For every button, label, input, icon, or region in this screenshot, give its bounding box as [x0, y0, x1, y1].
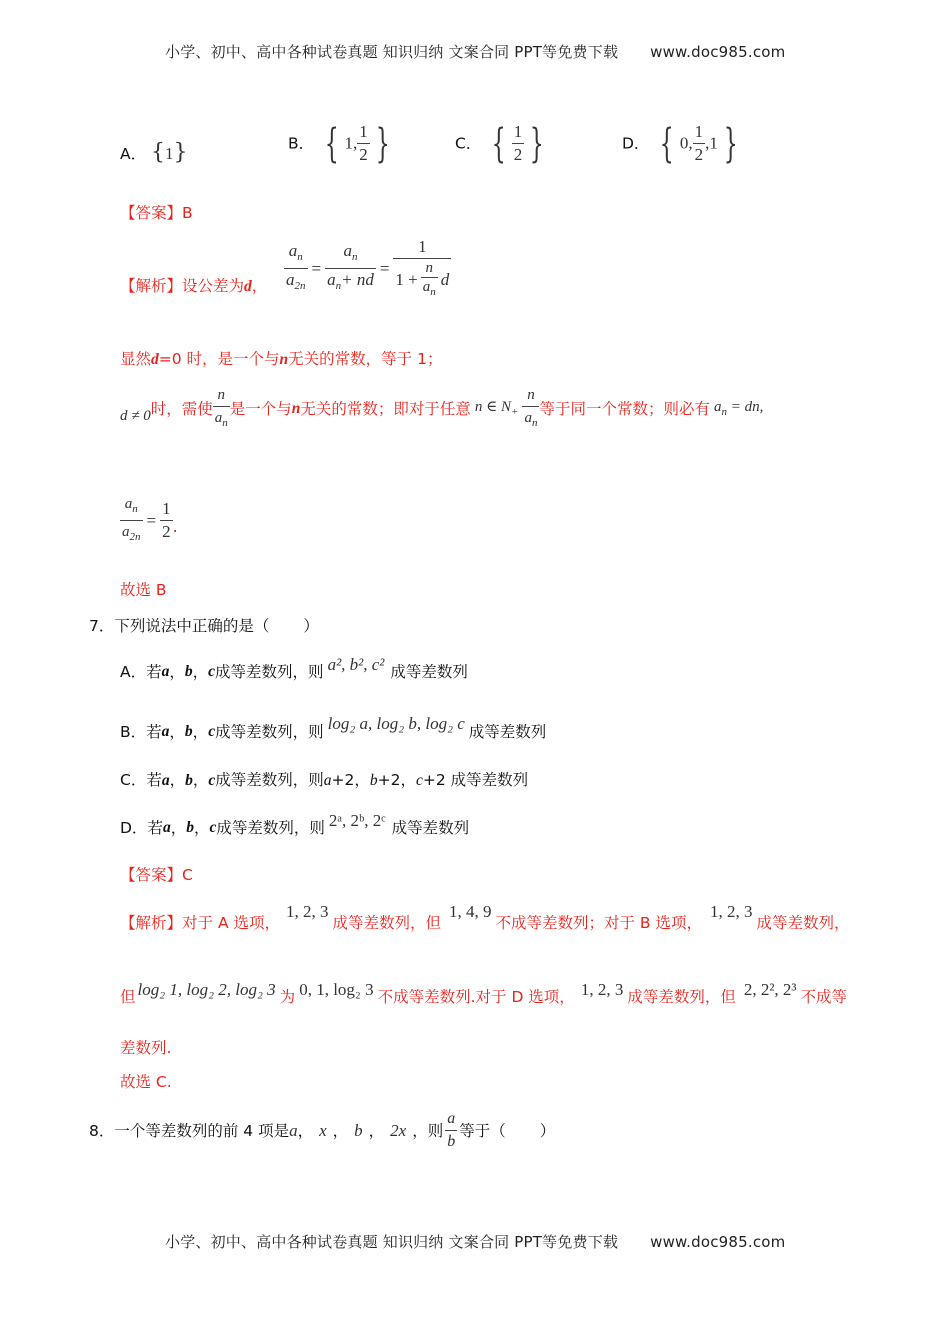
page-footer	[165, 1231, 786, 1252]
eq-frac-1: $\frac{a_n}{a_{2n}}$	[286, 241, 306, 292]
footer-text: 小学、初中、高中各种试卷真题 知识归纳 文案合同 PPT等免费下载	[165, 1233, 619, 1251]
q6-answer: 【答案】B	[120, 204, 193, 222]
page-header	[165, 41, 786, 62]
option-b-fraction: $\frac{1}{2}$	[359, 122, 368, 164]
q7-option-c: C．若a，b，c成等差数列，则a+2，b+2，c+2 成等差数列	[120, 771, 529, 789]
q7-stem: 7．下列说法中正确的是（ ）	[89, 617, 319, 635]
option-d-fraction: $\frac{1}{2}$	[694, 122, 704, 164]
q7-analysis-line3: 差数列.	[120, 1039, 172, 1057]
eq-frac-2: $\frac{a_n}{a_n+ nd}$	[327, 241, 374, 292]
q6-choose: 故选 B	[120, 581, 167, 599]
q6-analysis-intro: 【解析】设公差为d，	[120, 277, 268, 295]
footer-site[interactable]: www.doc985.com	[650, 1233, 786, 1251]
q7-answer: 【答案】C	[120, 866, 193, 884]
q7-option-d: D． 若 a ， b ， c 成等差数列，则 2ᵃ, 2ᵇ, 2ᶜ 成等差数列	[120, 811, 470, 837]
q7-analysis-line1: 【解析】 对于 A 选项， 1, 2, 3 成等差数列，但 1, 4, 9 不成等差数列；对于 B 选项， 1, 2, 3 成等差数列，	[120, 902, 850, 932]
option-d: D． { 0, $\frac{1}{2}$ ,1 }	[622, 120, 738, 167]
eq-frac-3: 1 1 + $\frac{n}{a_n}$ d	[395, 237, 450, 298]
option-c-fraction: $\frac{1}{2}$	[513, 122, 523, 164]
header-text: 小学、初中、高中各种试卷真题 知识归纳 文案合同 PPT等免费下载	[165, 43, 619, 61]
q7-analysis-line2: 但 log₂ 1, log₂ 2, log₂ 3 为 0, 1, log₂ 3 不成等差数列.对于 D 选项， 1, 2, 3 成等差数列，但 2, 2², 2³ 不成等	[120, 980, 848, 1006]
header-site[interactable]: www.doc985.com	[650, 43, 786, 61]
q6-equation: $\frac{a_n}{a_{2n}}$ = $\frac{a_n}{a_n+ nd}$ = 1 1 + $\frac{n}{a_n}$ d	[284, 236, 451, 301]
q7-option-a: A． 若 a ， b ， c 成等差数列，则 a², b², c² 成等差数列	[120, 655, 468, 681]
q8-stem: 8．一个等差数列的前 4 项是 a ， x ， b ， 2x ，则 $\frac{a}{b}$ 等于（ ）	[89, 1110, 556, 1150]
q6-analysis-line4: $\frac{a_n}{a_{2n}}$ = $\frac{1}{2}$ .	[122, 496, 178, 543]
option-c: C． { $\frac{1}{2}$ }	[455, 120, 544, 167]
q6-analysis-line3: d ≠ 0 时，需使 $\frac{n}{a_n}$ 是一个与 n 无关的常数；即对于任意 n ∈ $N_+$ $\frac{n}{a_n}$ 等于同一个常数；则必有 $a_n$ = dn,	[120, 387, 764, 429]
option-a: A． {1}	[120, 140, 188, 165]
q6-analysis-line2: 显然d=0 时，是一个与n无关的常数，等于 1；	[120, 350, 443, 368]
q7-choose: 故选 C.	[120, 1073, 172, 1091]
q7-option-b: B． 若 a ， b ， c 成等差数列，则 log₂ a, log₂ b, log₂ c 成等差数列	[120, 714, 547, 741]
option-b: B． { 1, $\frac{1}{2}$ }	[288, 120, 390, 167]
